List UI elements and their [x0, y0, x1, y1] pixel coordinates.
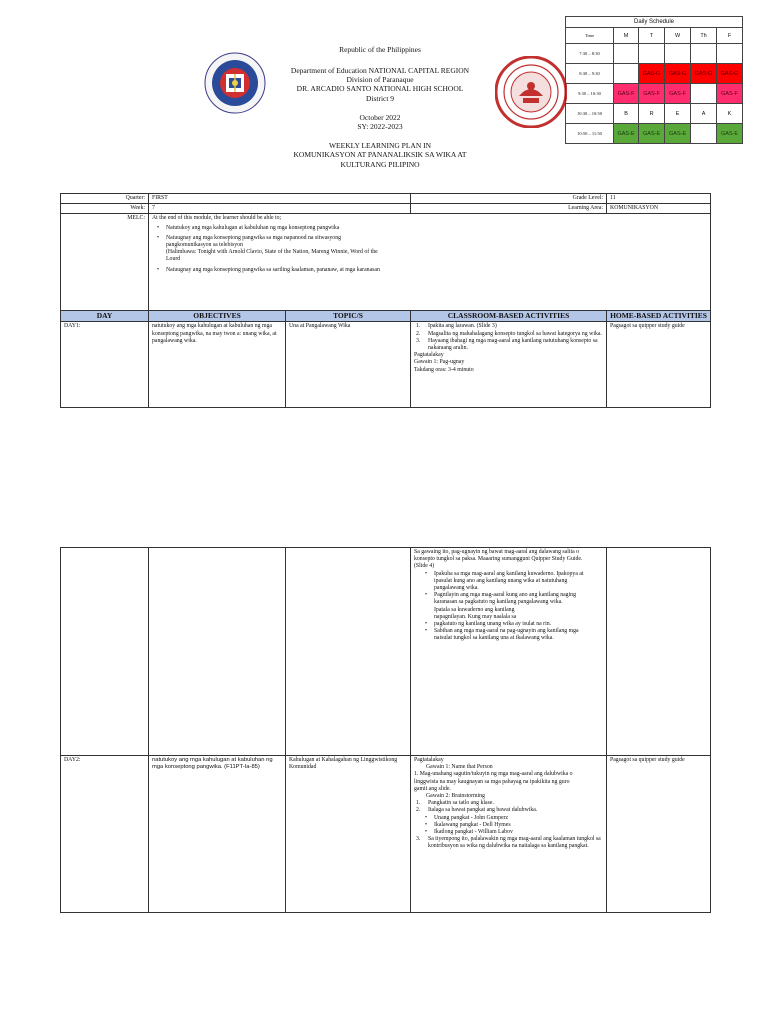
day1-activity-item: 3. Hayaang ibahagi ng mga mag-aaral ang kanilang natutuhang konsepto sa nakaraang aralin.: [414, 338, 603, 352]
schedule-class-cell: GAS-E: [614, 124, 639, 144]
cont-line: pangalawang wika.: [434, 585, 479, 592]
col-topics-header: TOPIC/S: [286, 311, 411, 322]
day2-step: 3. Sa tiyempong ito, palalawakin ng mga mag-aaral ang kaalaman tungkol sa kontribusyon sa wika ng dalubwika na naitalaga sa kanilang pangkat.: [414, 836, 603, 850]
day2-task-line: 1. Mag-unahang sagutin/tukuyin ng mga mag-aaral ang dalubwika o: [414, 771, 573, 778]
day2-group-item: • Unang pangkat - John Gumperz: [414, 815, 603, 822]
department-text: Department of Education NATIONAL CAPITAL REGION: [290, 66, 470, 75]
day2-steps: [414, 800, 603, 814]
day2-steps-cont: [414, 836, 603, 850]
schedule-class-cell: B: [614, 104, 639, 124]
grade-level-label: Grade Level:: [411, 194, 607, 204]
day2-step: 2. Italaga sa bawat pangkat ang bawat dalubwika.: [414, 807, 603, 814]
cont-bullet-list: [414, 571, 603, 643]
schedule-day-header: F: [717, 28, 743, 44]
cont-line: karanasan sa pagkatuto ng kanilang pangalawang wika.: [434, 599, 563, 606]
schedule-time-cell: 7:30 – 8:30: [566, 44, 614, 64]
republic-text: Republic of the Philippines: [339, 45, 421, 54]
district-text: District 9: [365, 94, 395, 103]
schedule-class-cell: GAS-E: [717, 124, 743, 144]
schedule-class-cell: [639, 44, 665, 64]
day1-row: [61, 322, 711, 408]
day2-discussion: Pagtatalakay: [414, 757, 444, 763]
day2-objectives: natutukoy ang mga kahulugan at kabuluhan ng mga konseptong pangwika. (F11PT-Ia-85): [149, 756, 286, 913]
cont-obj-cell: [149, 548, 286, 756]
cont-line: Ipatala sa kuwaderno ang kanilang: [434, 606, 515, 613]
schedule-title: Daily Schedule: [566, 17, 743, 28]
quarter-value: FIRST: [149, 194, 411, 204]
schedule-row: [566, 124, 743, 144]
plan-table-top: [60, 193, 711, 408]
melc-row: [61, 214, 711, 311]
melc-example-text: (Halimbawa: Tonight with Arnold Clavio, State of the Nation, Mareng Winnie, Word of the Lourd: [166, 249, 378, 263]
day2-label: DAY2:: [61, 756, 149, 913]
column-header-row: [61, 311, 711, 322]
cont-line: • Sabihan ang mga mag-aaral na pag-ugnayin ang kanilang mga: [434, 628, 579, 635]
schedule-class-cell: GAS-F: [717, 84, 743, 104]
cont-line: ipasulat kung ano ang kanilang unang wika at natutuhang: [434, 577, 568, 584]
schedule-class-cell: GAS-F: [614, 84, 639, 104]
cont-topic-cell: [286, 548, 411, 756]
day2-task-line: linggwista na may kaugnayan sa mga pahayag na ipakikita ng guro: [414, 778, 570, 785]
date-text: October 2022: [359, 113, 401, 122]
day1-objectives: natutukoy ang mga kahulugan at kabuluhan ng mga konseptong pangwika, na may twon a: unang wika, at pangalawang wika.: [149, 322, 286, 408]
schedule-class-cell: [665, 44, 691, 64]
day2-task1: Gawain 1: Name that Person: [426, 764, 493, 771]
col-home-header: HOME-BASED ACTIVITIES: [607, 311, 711, 322]
schedule-class-cell: GAS-G: [665, 64, 691, 84]
learning-area-label: Learning Area:: [411, 204, 607, 214]
schedule-class-cell: [614, 64, 639, 84]
schedule-day-header: M: [614, 28, 639, 44]
schedule-class-cell: [691, 124, 717, 144]
melc-content: [149, 214, 711, 311]
schedule-class-cell: R: [639, 104, 665, 124]
cont-slide-ref: (Slide 4): [414, 563, 435, 570]
cont-day-cell: [61, 548, 149, 756]
schedule-class-cell: A: [691, 104, 717, 124]
day2-row: [61, 756, 711, 913]
day2-group-list: [414, 815, 603, 837]
document-title: WEEKLY LEARNING PLAN IN: [328, 141, 432, 150]
learning-area-value: KOMUNIKASYON: [607, 204, 711, 214]
schedule-class-cell: GAS-F: [665, 84, 691, 104]
schedule-time-cell: 9:30 – 10:30: [566, 84, 614, 104]
cont-line: • Pagnilayin ang mga mag-aaral kung ano ang kanilang naging: [434, 592, 576, 599]
plan-table-bottom: [60, 547, 711, 913]
subject-title-line1: KOMUNIKASYON AT PANANALIKSIK SA WIKA AT: [293, 150, 467, 159]
col-objectives-header: OBJECTIVES: [149, 311, 286, 322]
cont-line: napagnilayan. Kung may naalala sa: [434, 613, 517, 620]
day2-task-line: gamit ang slide.: [414, 785, 451, 792]
schedule-header-row: [566, 28, 743, 44]
schedule-class-cell: GAS-F: [639, 84, 665, 104]
day1-discussion: Pagtatalakay: [414, 352, 444, 359]
melc-item: • Naiuugnay ang mga konseptong pangwika sa sariling kaalaman, pananaw, at mga karanasan: [152, 267, 382, 274]
day1-task: Gawain 1: Pag-ugnay: [414, 359, 465, 366]
schedule-row: [566, 64, 743, 84]
cont-bullet-item: • pagkatuto ng kanilang unang wika ay isulat na rin.: [414, 621, 603, 628]
week-value: 7: [149, 204, 411, 214]
schedule-class-cell: GAS-E: [639, 124, 665, 144]
melc-label: MELC:: [61, 214, 149, 311]
day1-label: DAY1:: [61, 322, 149, 408]
continuation-row: [61, 548, 711, 756]
cont-intro-line: konsepto tungkol sa paksa. Maaaring sumangguni Quipper Study Guide.: [414, 556, 583, 563]
schedule-day-header: W: [665, 28, 691, 44]
schedule-class-cell: [691, 84, 717, 104]
schedule-class-cell: K: [717, 104, 743, 124]
cont-bullet-item: [414, 628, 603, 642]
col-classroom-header: CLASSROOM-BASED ACTIVITIES: [411, 311, 607, 322]
week-label: Week:: [61, 204, 149, 214]
day2-step: 1. Pangkatin sa tatlo ang klase.: [414, 800, 603, 807]
day1-time: Takdang oras: 3-4 minuto: [414, 366, 474, 373]
melc-intro: At the end of this module, the learner should be able to;: [152, 215, 282, 222]
cont-bullet-item: [414, 592, 603, 621]
daily-schedule-table: [565, 16, 743, 144]
cont-intro-line: Sa gawaing ito, pag-ugnayin ng bawat mag-aaral ang dalawang salita o: [414, 549, 579, 555]
melc-item: • Natutukoy ang mga kahulugan at kabuluhan ng mga konseptong pangwika: [152, 225, 382, 232]
day2-group-item: • Ikalawang pangkat - Dell Hymes: [414, 822, 603, 829]
cont-line: • Ipakuha sa mga mag-aaral ang kanilang kuwaderno. Ipakopya at: [434, 570, 584, 577]
schedule-class-cell: GAS-G: [691, 64, 717, 84]
day2-home: Pagsagot sa quipper study guide: [607, 756, 711, 913]
week-row: [61, 204, 711, 214]
day2-task2: Gawain 2: Brainstorming: [426, 793, 485, 800]
schedule-time-cell: 10:30 – 10:50: [566, 104, 614, 124]
schedule-time-header: Time: [566, 28, 614, 44]
schedule-class-cell: GAS-G: [717, 64, 743, 84]
day1-home: Pagsagot sa quipper study guide: [607, 322, 711, 408]
schedule-body: [566, 44, 743, 144]
schedule-class-cell: [691, 44, 717, 64]
day1-activity-list: [414, 323, 603, 352]
day1-activity-item: 1. Ipakita ang larawan. (Slide 3): [414, 323, 603, 330]
schedule-class-cell: GAS-G: [639, 64, 665, 84]
school-name: DR. ARCADIO SANTO NATIONAL HIGH SCHOOL: [296, 84, 464, 93]
schedule-row: [566, 84, 743, 104]
melc-item: • Naiuugnay ang mga konseptong pangwika sa mga napanood na sitwasyong pangkomunikasyon sa telebisyon: [152, 235, 382, 249]
col-day-header: DAY: [61, 311, 149, 322]
day1-activities: [411, 322, 607, 408]
cont-bullet-item: [414, 571, 603, 593]
schedule-class-cell: GAS-E: [665, 124, 691, 144]
cont-line: naisulat tungkol sa kanilang una at ikalawang wika.: [434, 635, 554, 642]
subject-title-line2: KULTURANG PILIPINO: [340, 160, 420, 169]
cont-home-cell: [607, 548, 711, 756]
quarter-row: [61, 194, 711, 204]
schedule-time-cell: 8:30 – 9:30: [566, 64, 614, 84]
schedule-class-cell: [614, 44, 639, 64]
schedule-class-cell: E: [665, 104, 691, 124]
day1-topic: Una at Pangalawang Wika: [286, 322, 411, 408]
melc-list: [152, 225, 382, 274]
schedule-day-header: Th: [691, 28, 717, 44]
schedule-time-cell: 10:50 – 11:50: [566, 124, 614, 144]
day2-topic: Kahulugan at Kahalagahan ng Linggwistikong Komunidad: [286, 756, 411, 913]
schedule-row: [566, 104, 743, 124]
cont-activities: [411, 548, 607, 756]
day2-group-item: • Ikatlong pangkat - William Labov: [414, 829, 603, 836]
quarter-label: Quarter:: [61, 194, 149, 204]
day2-activities: [411, 756, 607, 913]
grade-level-value: 11: [607, 194, 711, 204]
schedule-day-header: T: [639, 28, 665, 44]
schedule-row: [566, 44, 743, 64]
schedule-class-cell: [717, 44, 743, 64]
melc-example: [152, 249, 382, 263]
school-year-text: SY: 2022-2023: [357, 122, 403, 131]
day1-activity-item: 2. Magsalita ng mahahalagang konsepto tungkol sa bawat kategorya ng wika.: [414, 331, 603, 338]
division-text: Division of Paranaque: [346, 75, 414, 84]
